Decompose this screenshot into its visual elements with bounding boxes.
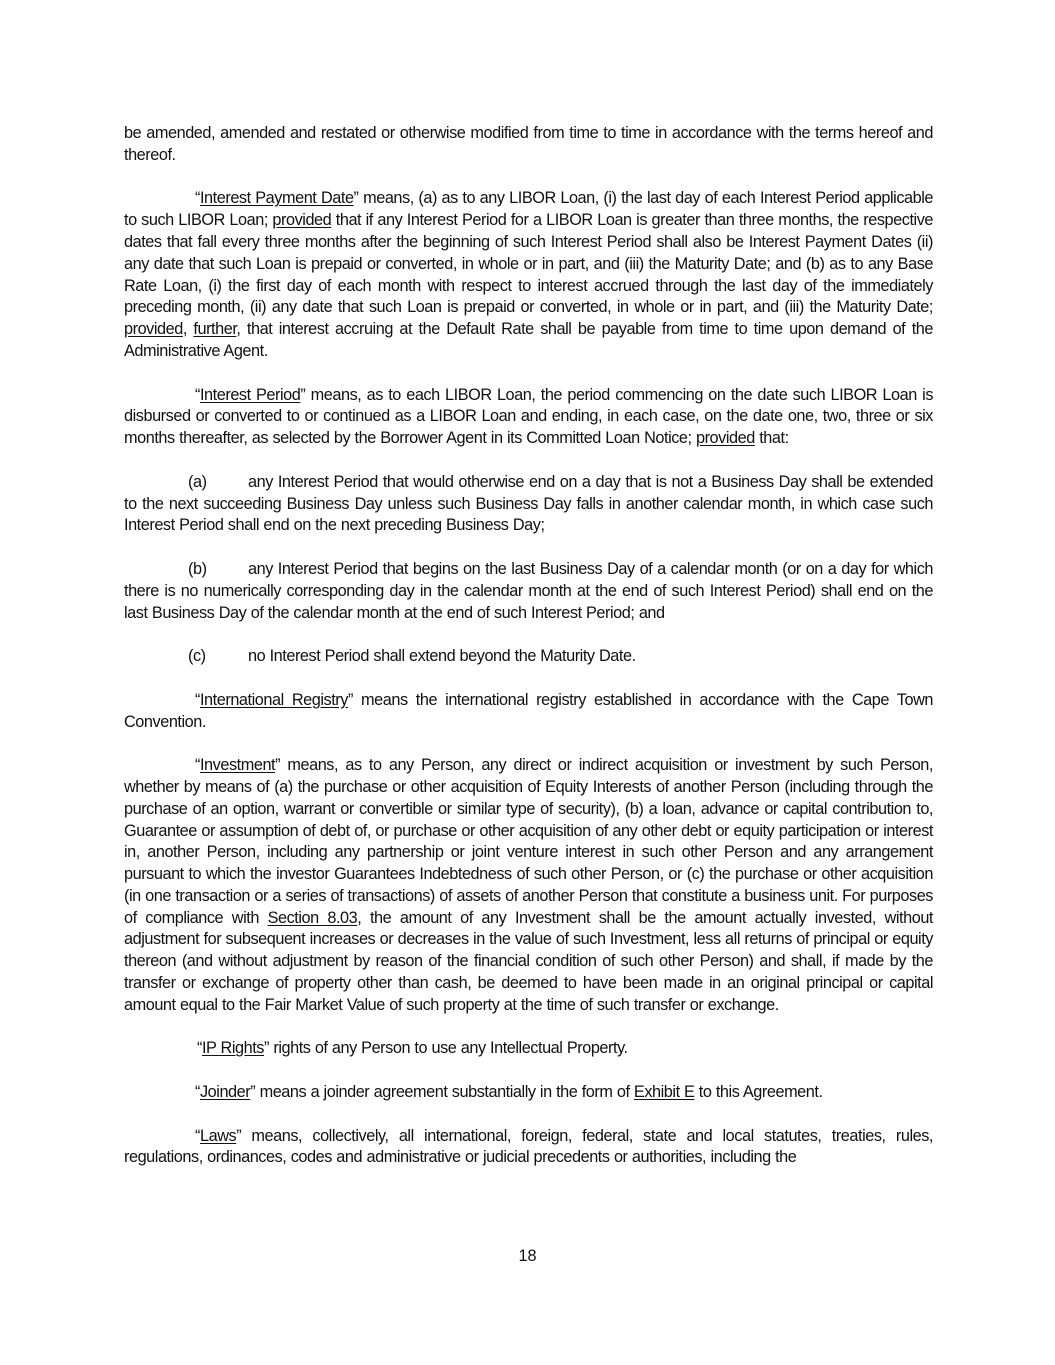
- definition-international-registry: “International Registry” means the international registry established in accordance with the Cape Town Convention.: [124, 690, 933, 731]
- page-number: 18: [518, 1247, 537, 1265]
- section-reference: Section 8.03: [267, 908, 358, 927]
- definition-laws: “Laws” means, collectively, all international, foreign, federal, state and local statutes, treaties, rules, regulations, ordinances, codes and administrative or judicial precedents or authorities, including the: [124, 1126, 933, 1167]
- intro-paragraph: be amended, amended and restated or otherwise modified from time to time in accordance with the terms hereof and thereof.: [124, 124, 933, 164]
- definition-investment: “Investment” means, as to any Person, any direct or indirect acquisition or investment by such Person, whether by means of (a) the purchase or other acquisition of Equity Interests of another Person (including through the purchase of an option, warrant or convertible or similar type of security), (b) a loan, advance or capital contribution to, Guarantee or assumption of debt of, or purchase or other acquisition of any other debt or equity participation or interest in, another Person, including any partnership or joint venture interest in such other Person and any arrangement pursuant to which the investor Guarantees Indebtedness of such other Person, or (c) the purchase or other acquisition (in one transaction or a series of transactions) of assets of another Person that constitute a business unit. For purposes of compliance with Section 8.03, the amount of any Investment shall be the amount actually invested, without adjustment for subsequent increases or decreases in the value of such Investment, less all returns of principal or equity thereon (and without adjustment by reason of the financial condition of such other Person) and shall, if made by the transfer or exchange of property other than cash, be deemed to have been made in an original principal or capital amount equal to the Fair Market Value of such property at the time of such transfer or exchange.: [124, 756, 933, 1014]
- defined-term: Investment: [199, 756, 276, 775]
- interest-period-item-c: (c) no Interest Period shall extend beyond the Maturity Date.: [124, 646, 933, 668]
- definition-ip-rights: “IP Rights” rights of any Person to use any Intellectual Property.: [197, 1039, 628, 1058]
- exhibit-reference: Exhibit E: [633, 1083, 695, 1102]
- provided-term: provided: [272, 211, 332, 230]
- provided-term: provided: [695, 429, 755, 448]
- item-label: (b): [188, 559, 207, 578]
- definition-joinder: “Joinder” means a joinder agreement substantially in the form of Exhibit E to this Agreement.: [195, 1083, 823, 1102]
- item-label: (c): [188, 647, 206, 666]
- interest-period-item-b: (b) any Interest Period that begins on the last Business Day of a calendar month (or on a day for which there is no numerically corresponding day in the calendar month at the end of such Interest Period) shall end on the last Business Day of the calendar month at the end of such Interest Period; and: [124, 559, 933, 622]
- defined-term: Laws: [199, 1126, 237, 1145]
- defined-term: Joinder: [199, 1083, 251, 1102]
- definition-interest-payment-date: “Interest Payment Date” means, (a) as to any LIBOR Loan, (i) the last day of each Interest Period applicable to such LIBOR Loan; provided that if any Interest Period for a LIBOR Loan is greater than three months, the respective dates that fall every three months after the beginning of such Interest Period shall also be Interest Payment Dates (ii) any date that such Loan is prepaid or converted, in whole or in part, and (iii) the Maturity Date; and (b) as to any Base Rate Loan, (i) the first day of each month with respect to interest accrued through the last day of the immediately preceding month, (ii) any date that such Loan is prepaid or converted, in whole or in part, and (iii) the Maturity Date; provided, further, that interest accruing at the Default Rate shall be payable from time to time upon demand of the Administrative Agent.: [124, 189, 933, 360]
- interest-period-item-a: (a) any Interest Period that would otherwise end on a day that is not a Business Day shall be extended to the next succeeding Business Day unless such Business Day falls in another calendar month, in which case such Interest Period shall end on the next preceding Business Day;: [124, 472, 933, 535]
- defined-term: International Registry: [199, 690, 348, 709]
- provided-term: provided: [124, 320, 183, 339]
- defined-term: IP Rights: [201, 1039, 264, 1058]
- defined-term: Interest Period: [199, 385, 301, 404]
- document-page: [124, 123, 933, 1191]
- item-label: (a): [188, 472, 207, 491]
- defined-term: Interest Payment Date: [199, 189, 354, 208]
- definition-interest-period: “Interest Period” means, as to each LIBOR Loan, the period commencing on the date such LIBOR Loan is disbursed or converted to or continued as a LIBOR Loan and ending, in each case, on the date one, two, three or six months thereafter, as selected by the Borrower Agent in its Committed Loan Notice; provided that:: [124, 385, 934, 448]
- further-term: further: [193, 320, 237, 339]
